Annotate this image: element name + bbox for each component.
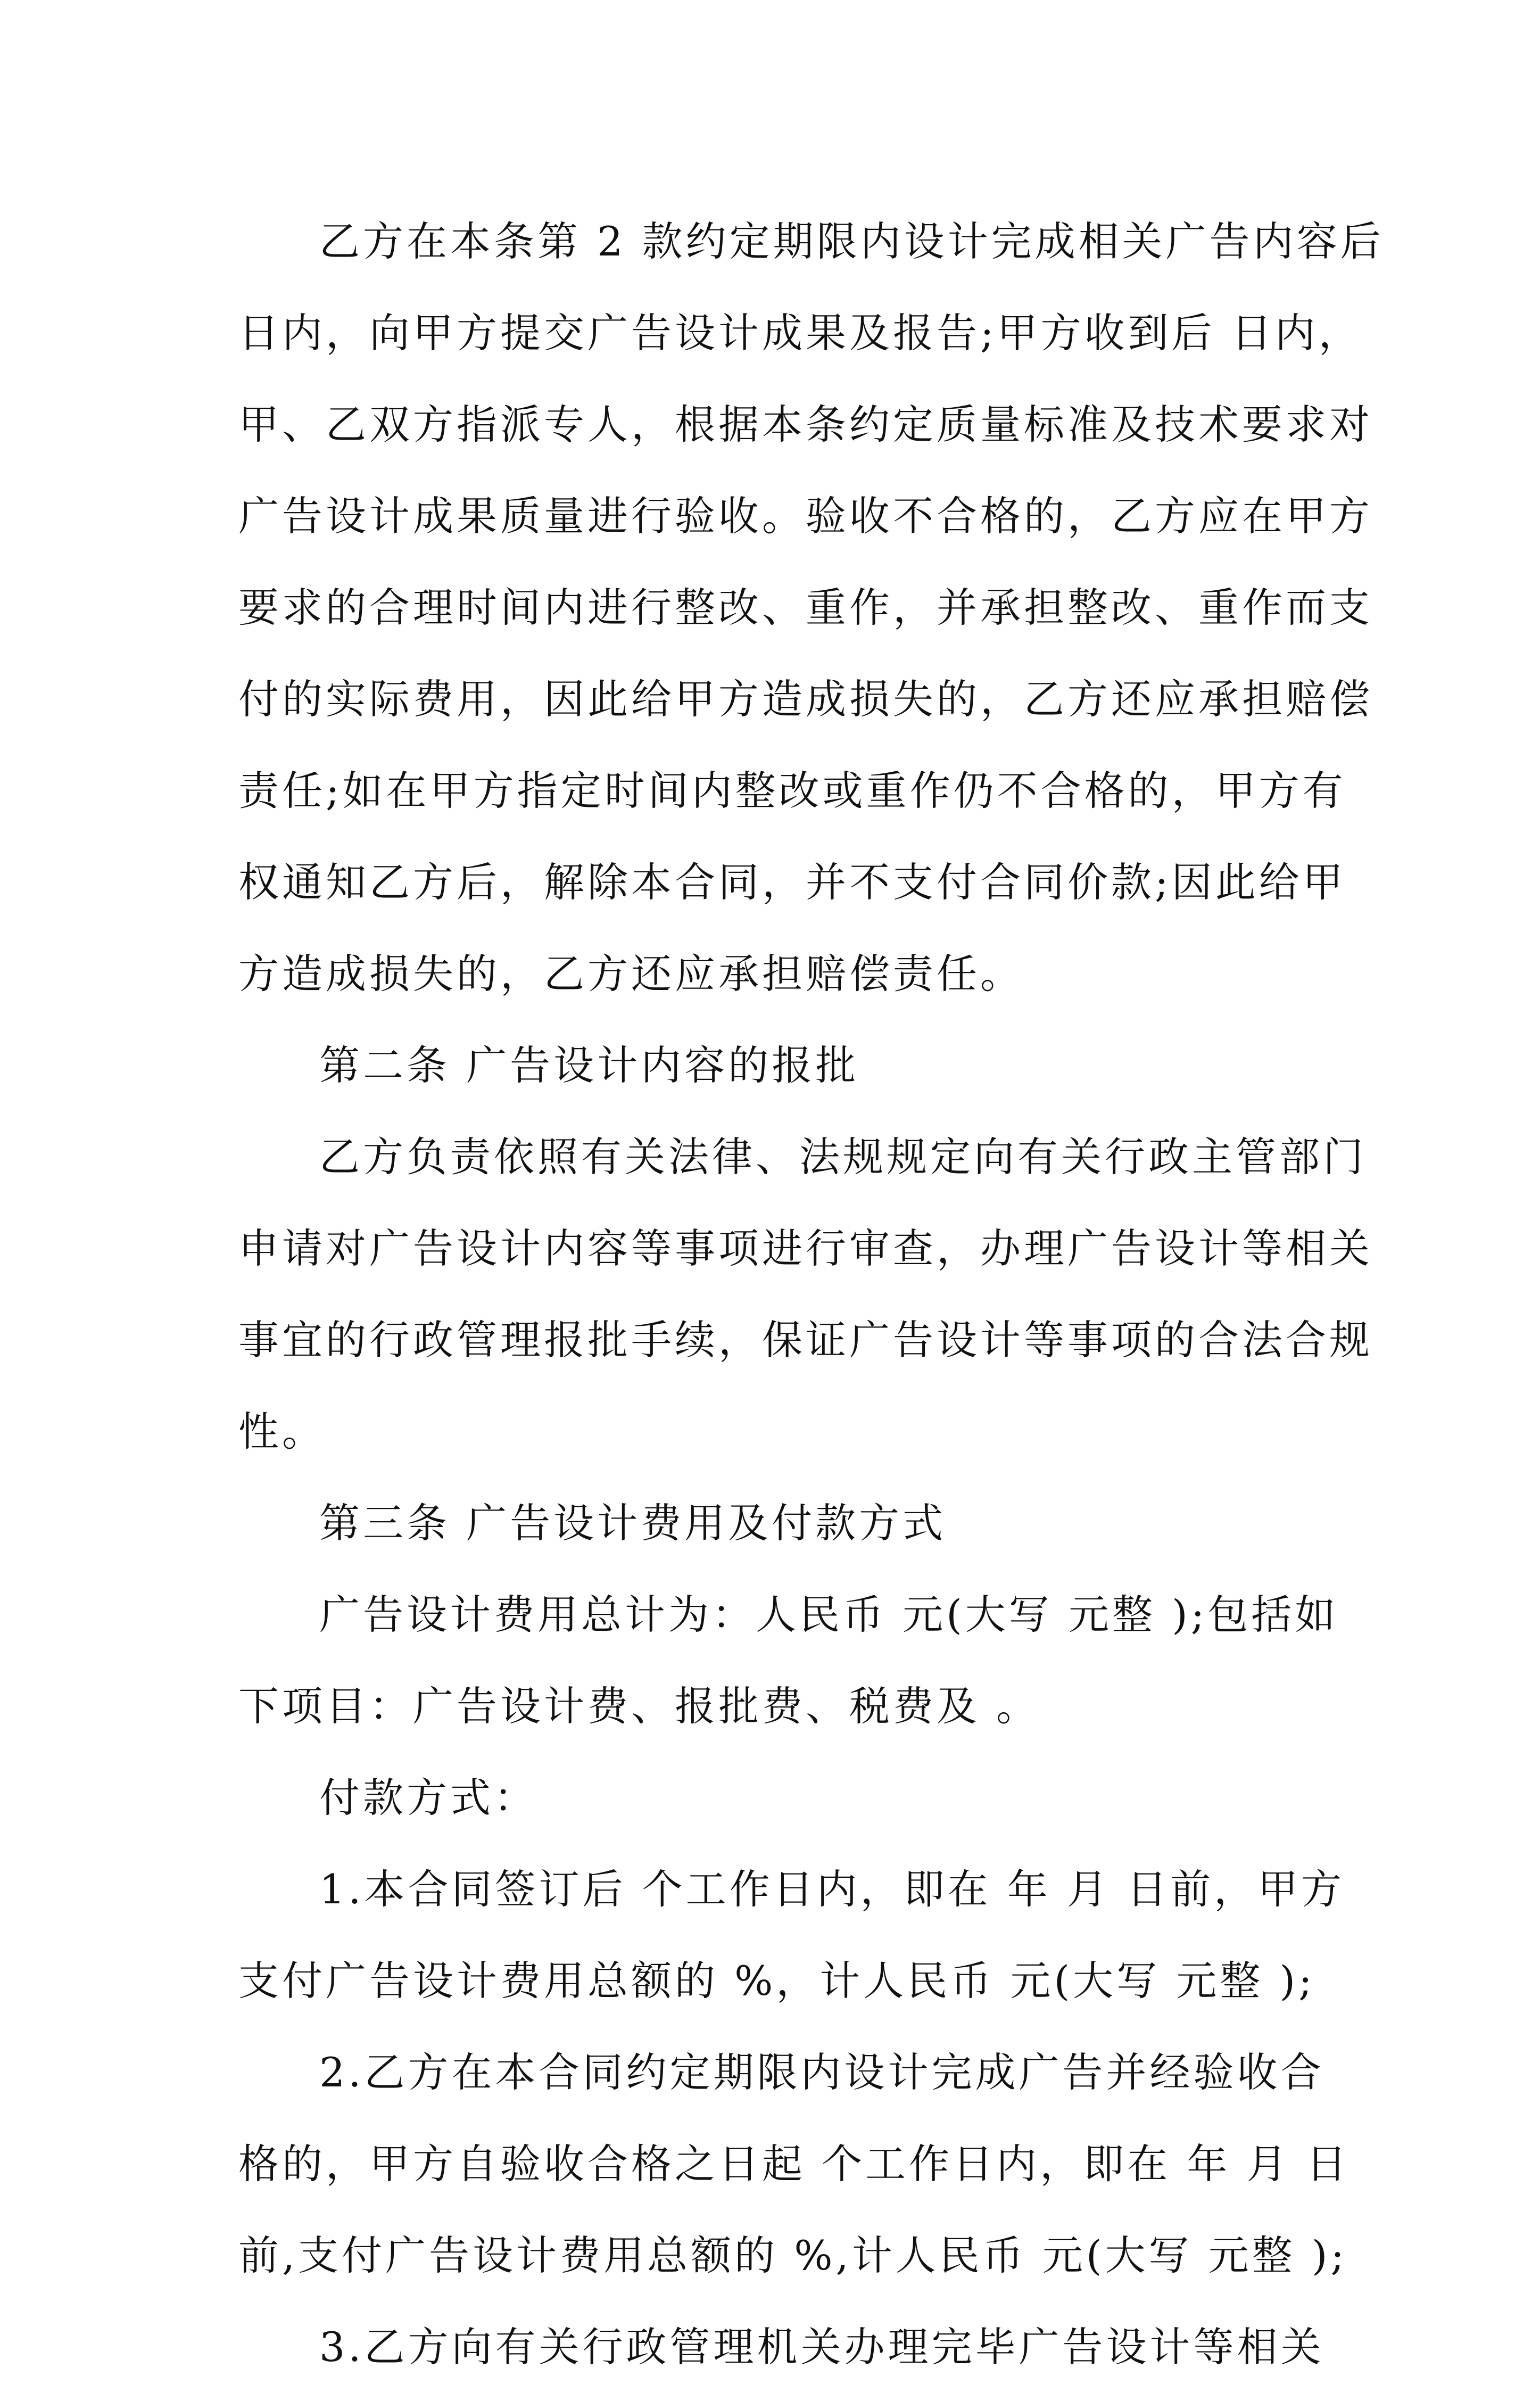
- text-line: 乙方负责依照有关法律、法规规定向有关行政主管部门: [319, 1133, 1367, 1181]
- text-line: 1.本合同签订后 个工作日内，即在 年 月 日前，甲方: [319, 1866, 1345, 1913]
- text-line: 前,支付广告设计费用总额的 %,计人民币 元(大写 元整 );: [238, 2232, 1348, 2279]
- text-line: 乙方在本条第 2 款约定期限内设计完成相关广告内容后: [319, 218, 1384, 265]
- section-heading: [238, 1020, 1313, 1111]
- paragraph: [238, 2027, 1350, 2301]
- text-line: 日内，向甲方提交广告设计成果及报告;甲方收到后 日内，: [238, 309, 1362, 357]
- document-body: [238, 196, 1384, 2393]
- paragraph: [238, 1752, 1313, 1844]
- paragraph: [238, 1844, 1345, 2027]
- text-line: 广告设计费用总计为：人民币 元(大写 元整 );包括如: [319, 1591, 1339, 1638]
- text-line: 权通知乙方后，解除本合同，并不支付合同价款;因此给甲: [238, 859, 1346, 906]
- text-line: 第二条 广告设计内容的报批: [319, 1042, 859, 1089]
- text-line: 事宜的行政管理报批手续，保证广告设计等事项的合法合规: [238, 1316, 1373, 1364]
- text-line: 3.乙方向有关行政管理机关办理完毕广告设计等相关: [319, 2323, 1324, 2371]
- paragraph: [238, 1111, 1373, 1478]
- paragraph: [238, 196, 1384, 1020]
- text-line: 付的实际费用，因此给甲方造成损失的，乙方还应承担赔偿: [238, 675, 1373, 723]
- text-line: 方造成损失的，乙方还应承担赔偿责任。: [238, 950, 1024, 997]
- paragraph: [238, 2301, 1324, 2393]
- text-line: 责任;如在甲方指定时间内整改或重作仍不合格的，甲方有: [238, 767, 1346, 814]
- text-line: 广告设计成果质量进行验收。验收不合格的，乙方应在甲方: [238, 492, 1373, 540]
- text-line: 付款方式：: [319, 1774, 537, 1821]
- text-line: 2.乙方在本合同约定期限内设计完成广告并经验收合: [319, 2049, 1324, 2096]
- text-line: 格的，甲方自验收合格之日起 个工作日内，即在 年 月 日: [238, 2140, 1350, 2188]
- text-line: 下项目：广告设计费、报批费、税费及 。: [238, 1682, 1040, 1730]
- text-line: 性。: [238, 1408, 326, 1455]
- text-line: 申请对广告设计内容等事项进行审查，办理广告设计等相关: [238, 1225, 1373, 1272]
- text-line: 甲、乙双方指派专人，根据本条约定质量标准及技术要求对: [238, 401, 1373, 448]
- text-line: 第三条 广告设计费用及付款方式: [319, 1499, 947, 1547]
- text-line: 支付广告设计费用总额的 %，计人民币 元(大写 元整 );: [238, 1957, 1315, 2004]
- section-heading: [238, 1478, 1313, 1569]
- paragraph: [238, 1569, 1339, 1752]
- text-line: 要求的合理时间内进行整改、重作，并承担整改、重作而支: [238, 584, 1373, 631]
